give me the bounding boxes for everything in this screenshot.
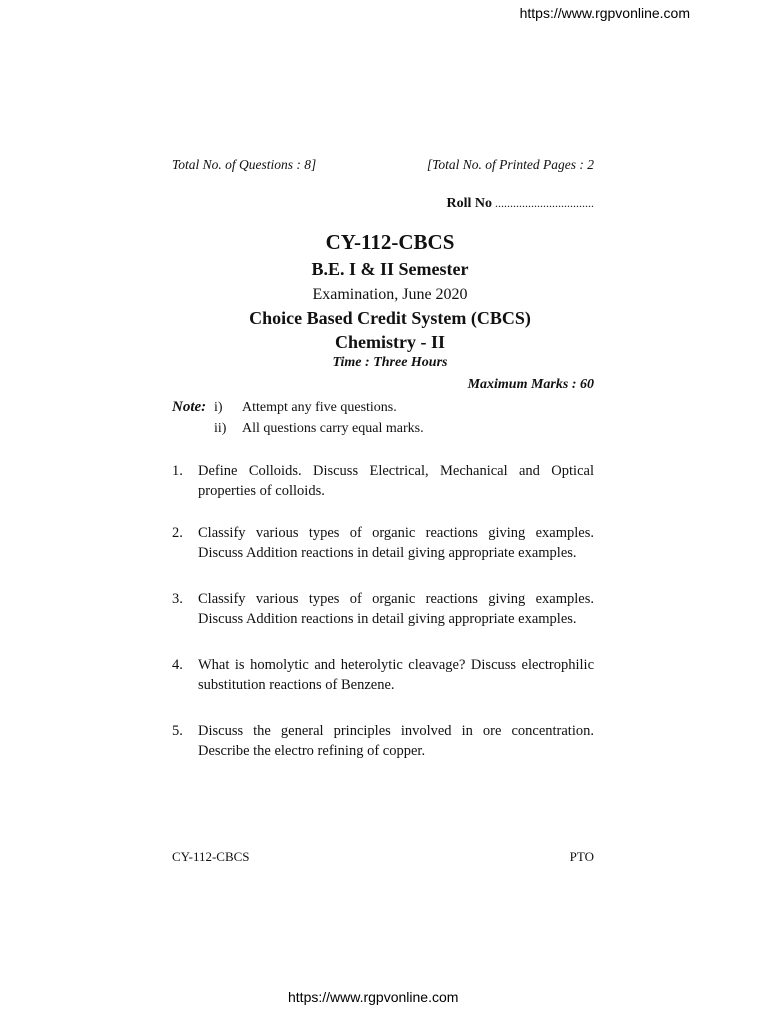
- question-text: Classify various types of organic reactions giving examples. Discuss Addition reactions in detail giving appropriate examples.: [198, 591, 594, 627]
- question-item: [172, 461, 594, 501]
- note-number: ii): [214, 421, 227, 436]
- total-questions: Total No. of Questions : 8]: [172, 157, 317, 172]
- note-text: All questions carry equal marks.: [242, 421, 424, 436]
- question-text: What is homolytic and heterolytic cleavage? Discuss electrophilic substitution reactions of Benzene.: [198, 657, 594, 693]
- source-url-bottom[interactable]: https://www.rgpvonline.com: [288, 989, 459, 1005]
- note-item: [172, 397, 594, 418]
- question-item: [172, 721, 594, 761]
- title-block: [186, 229, 594, 372]
- question-paper: [172, 152, 594, 761]
- footer-paper-code: CY-112-CBCS: [172, 849, 250, 864]
- note-text: Attempt any five questions.: [242, 400, 397, 415]
- question-text: Define Colloids. Discuss Electrical, Mechanical and Optical properties of colloids.: [198, 463, 594, 499]
- examination: Examination, June 2020: [312, 286, 468, 303]
- roll-dots: .................................: [492, 196, 594, 210]
- source-url-top[interactable]: https://www.rgpvonline.com: [519, 5, 690, 21]
- question-number: 2.: [172, 525, 183, 541]
- semester: B.E. I & II Semester: [311, 259, 469, 279]
- note-label: Note:: [172, 399, 207, 415]
- total-pages: [Total No. of Printed Pages : 2: [426, 157, 594, 172]
- footer-pto: PTO: [569, 849, 594, 864]
- paper-header: [172, 155, 594, 175]
- subject: Chemistry - II: [335, 332, 445, 352]
- maximum-marks: Maximum Marks : 60: [467, 377, 594, 392]
- question-number: 1.: [172, 463, 183, 479]
- question-item: [172, 589, 594, 629]
- question-number: 5.: [172, 723, 183, 739]
- question-text: Discuss the general principles involved in ore concentration. Describe the electro refining of copper.: [198, 723, 594, 759]
- question-item: [172, 523, 594, 563]
- question-number: 4.: [172, 657, 183, 673]
- roll-number-line: [172, 193, 594, 214]
- question-list: [172, 461, 594, 761]
- paper-code: CY-112-CBCS: [325, 230, 455, 254]
- page-footer: [172, 849, 594, 865]
- question-text: Classify various types of organic reactions giving examples. Discuss Addition reactions in detail giving appropriate examples.: [198, 525, 594, 561]
- credit-system: Choice Based Credit System (CBCS): [249, 308, 531, 328]
- time-allowed: Time : Three Hours: [332, 355, 448, 370]
- question-number: 3.: [172, 591, 183, 607]
- roll-label: Roll No: [446, 196, 492, 211]
- note-number: i): [214, 400, 223, 415]
- instructions-note: [172, 397, 594, 439]
- question-item: [172, 655, 594, 695]
- note-item: [172, 418, 594, 439]
